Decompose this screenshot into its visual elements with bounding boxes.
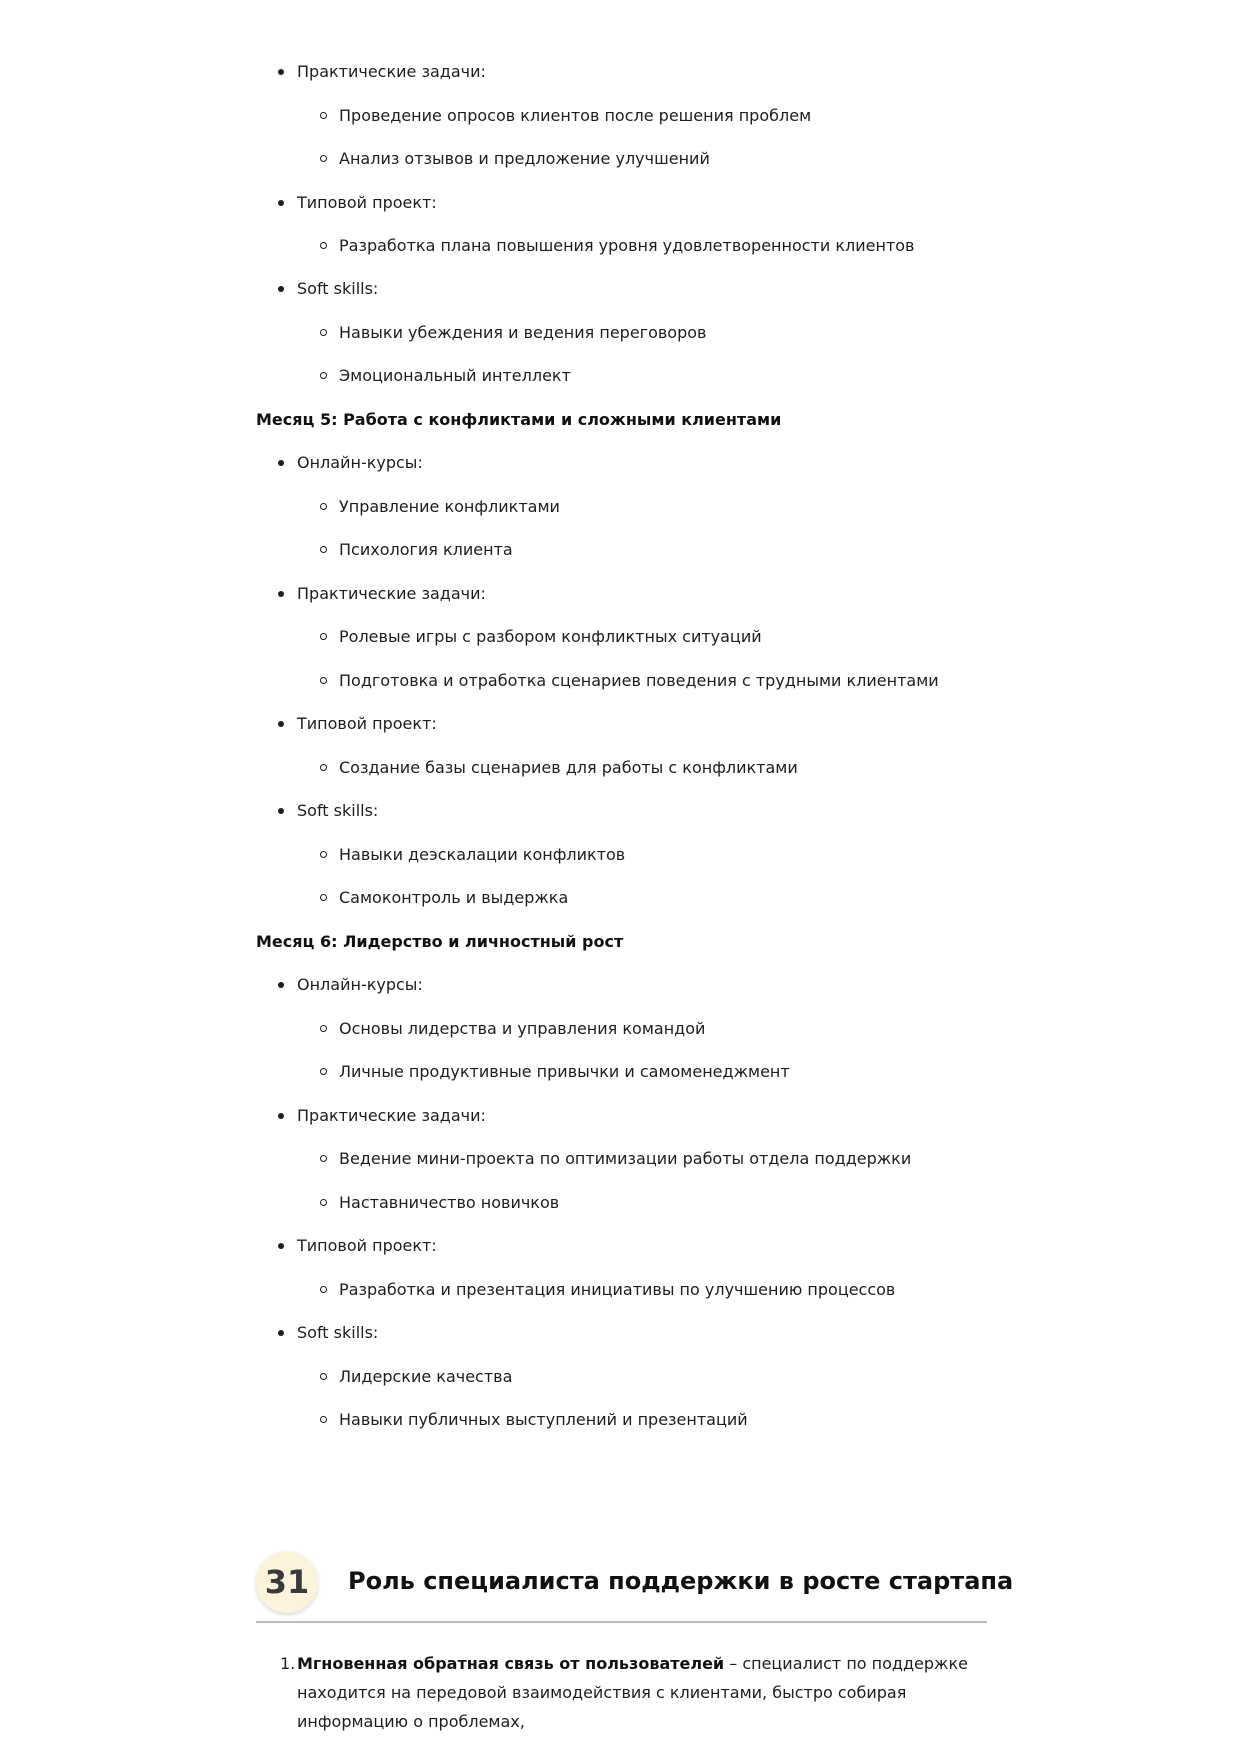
list-item: Практические задачи: [297,1106,486,1125]
list-item-text: – специалист по поддержке находится на передовой взаимодействия с клиентами, быстро собирая информацию о проблемах, [297,1654,968,1731]
month-heading: Месяц 6: Лидерство и личностный рост [256,932,624,951]
section-title: Роль специалиста поддержки в росте стартапа [348,1567,1014,1595]
list-item: Онлайн-курсы: [297,453,423,472]
list-subitem: Наставничество новичков [339,1193,560,1212]
list-subitem: Личные продуктивные привычки и самоменеджмент [339,1062,790,1081]
list-item: Типовой проект: [297,193,437,212]
list-item: Типовой проект: [297,1236,437,1255]
list-subitem: Самоконтроль и выдержка [339,888,569,907]
month-heading: Месяц 5: Работа с конфликтами и сложными клиентами [256,410,782,429]
section-number-badge: 31 [256,1551,318,1613]
list-item: Практические задачи: [297,584,486,603]
list-subitem: Подготовка и отработка сценариев поведения с трудными клиентами [339,671,939,690]
list-subitem: Эмоциональный интеллект [339,366,571,385]
list-subitem: Разработка плана повышения уровня удовлетворенности клиентов [339,236,915,255]
list-subitem: Создание базы сценариев для работы с конфликтами [339,758,798,777]
list-subitem: Анализ отзывов и предложение улучшений [339,149,710,168]
list-item: Soft skills: [297,801,379,820]
list-subitem: Ролевые игры с разбором конфликтных ситуаций [339,627,762,646]
list-subitem: Навыки убеждения и ведения переговоров [339,323,707,342]
list-item: Soft skills: [297,279,379,298]
list-subitem: Ведение мини-проекта по оптимизации работы отдела поддержки [339,1149,912,1168]
list-item: Soft skills: [297,1323,379,1342]
list-item: Типовой проект: [297,714,437,733]
list-subitem: Психология клиента [339,540,513,559]
list-subitem: Навыки деэскалации конфликтов [339,845,626,864]
list-subitem: Управление конфликтами [339,497,560,516]
list-item: Онлайн-курсы: [297,975,423,994]
list-subitem: Разработка и презентация инициативы по улучшению процессов [339,1280,896,1299]
section-header [256,1549,1014,1623]
list-subitem: Лидерские качества [339,1367,513,1386]
list-item: Практические задачи: [297,62,486,81]
list-subitem: Основы лидерства и управления командой [339,1019,706,1038]
list-item-lead: Мгновенная обратная связь от пользователей [297,1654,725,1673]
list-subitem: Проведение опросов клиентов после решения проблем [339,106,812,125]
numbered-list-item [280,1649,987,1736]
list-item-number: 1. [280,1654,296,1673]
list-subitem: Навыки публичных выступлений и презентаций [339,1410,748,1429]
